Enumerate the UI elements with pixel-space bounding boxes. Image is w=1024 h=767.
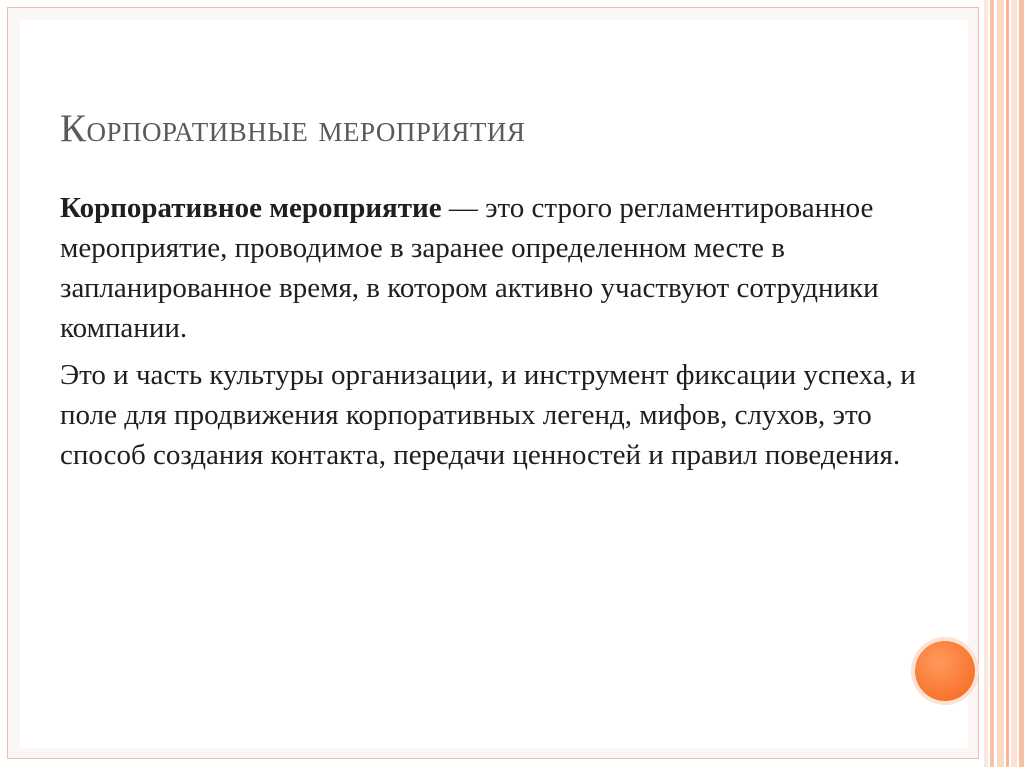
stripe: [997, 0, 1004, 767]
stripe: [1011, 0, 1017, 767]
definition-text: — это строго регламентированное мероприятие, проводимое в заранее определенном месте в запланированное время, в котором активно участвуют сотрудники компании.: [60, 192, 879, 344]
definition-term: Корпоративное мероприятие: [60, 192, 442, 224]
slide-title: Корпоративные мероприятия: [60, 107, 526, 150]
slide-body: [60, 188, 920, 482]
stripe: [984, 0, 988, 767]
decorative-stripes: [984, 0, 1024, 767]
paragraph-definition: [60, 188, 920, 348]
description-text: Это и часть культуры организации, и инструмент фиксации успеха, и поле для продвижения корпоративных легенд, мифов, слухов, это способ создания контакта, передачи ценностей и правил поведения.: [60, 359, 916, 471]
stripe: [1019, 0, 1024, 767]
paragraph-description: [60, 355, 920, 475]
stripe: [1006, 0, 1009, 767]
orange-circle-icon: [915, 641, 975, 701]
stripe: [990, 0, 994, 767]
